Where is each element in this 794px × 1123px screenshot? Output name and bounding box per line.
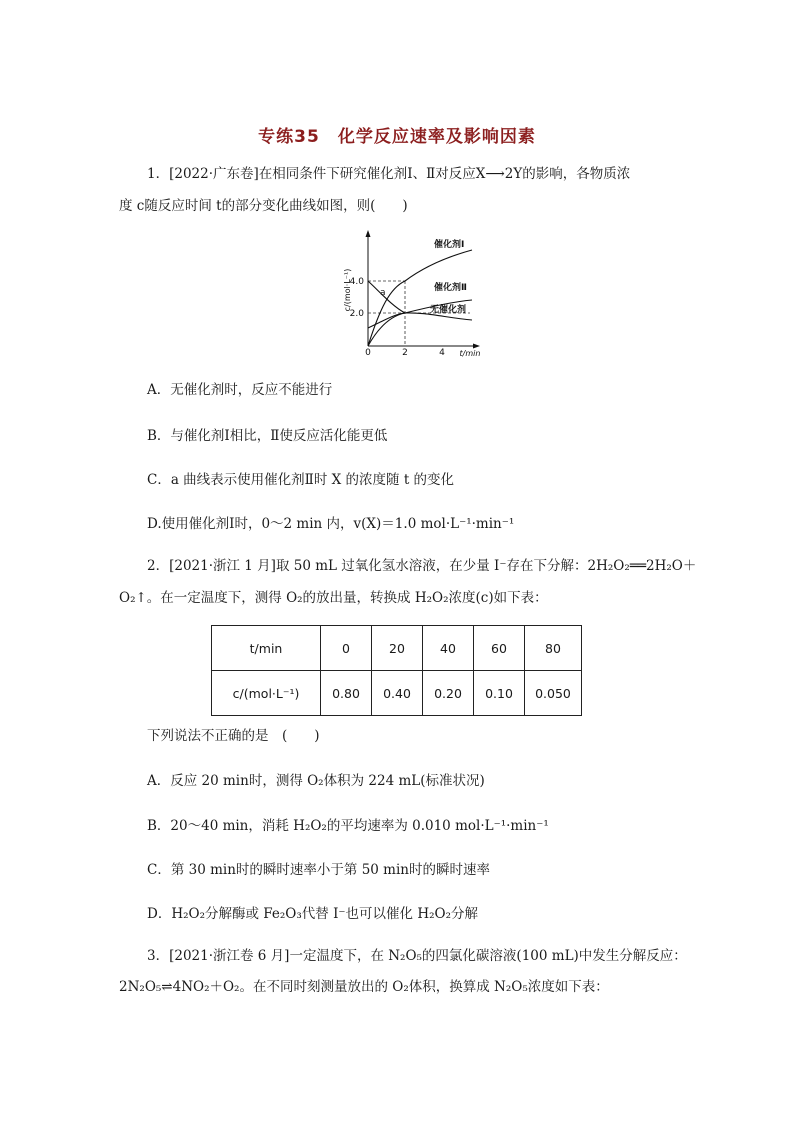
table-cell: 0.80 xyxy=(321,671,372,716)
table-cell: 0.050 xyxy=(525,671,582,716)
table-cell: 20 xyxy=(372,626,423,671)
tick-y-2: 2.0 xyxy=(349,309,364,319)
q1-option-a: A．无催化剂时，反应不能进行 xyxy=(147,382,333,398)
q2-prompt: 下列说法不正确的是 ( ) xyxy=(147,728,320,744)
table-header-time: t/min xyxy=(212,626,321,671)
table-row xyxy=(212,626,582,671)
q1-option-d: D.使用催化剂Ⅰ时，0～2 min 内，v(X)＝1.0 mol·L⁻¹·min⁻¹ xyxy=(147,516,515,532)
table-cell: 0.20 xyxy=(423,671,474,716)
x-axis-arrow xyxy=(473,344,480,349)
tick-x-0: 0 xyxy=(365,348,371,358)
table-cell: 0.40 xyxy=(372,671,423,716)
table-row xyxy=(212,671,582,716)
q2-stem-line2: O₂↑。在一定温度下，测得 O₂的放出量，转换成 H₂O₂浓度(c)如下表： xyxy=(119,590,548,606)
label-catalyst-1: 催化剂Ⅰ xyxy=(434,240,465,250)
q1-option-c: C．a 曲线表示使用催化剂Ⅱ时 X 的浓度随 t 的变化 xyxy=(147,472,455,488)
q1-option-b: B．与催化剂Ⅰ相比，Ⅱ使反应活化能更低 xyxy=(147,428,388,444)
q2-option-c: C．第 30 min时的瞬时速率小于第 50 min时的瞬时速率 xyxy=(147,862,490,878)
curve-a xyxy=(368,281,405,313)
table-cell: 40 xyxy=(423,626,474,671)
q2-option-a: A．反应 20 min时，测得 O₂体积为 224 mL(标准状况) xyxy=(147,773,485,789)
q2-data-table xyxy=(211,625,582,716)
q1-stem-line2: 度 c随反应时间 t的部分变化曲线如图，则( ) xyxy=(119,198,408,214)
label-a: a xyxy=(380,288,386,298)
tick-y-4: 4.0 xyxy=(349,277,364,287)
curve-catalyst-1 xyxy=(368,250,472,346)
y-axis-label: c/(mol·L⁻¹) xyxy=(343,268,352,312)
q2-option-d: D．H₂O₂分解酶或 Fe₂O₃代替 I⁻也可以催化 H₂O₂分解 xyxy=(147,906,478,922)
page-title: 专练35 化学反应速率及影响因素 xyxy=(258,127,536,147)
label-no-catalyst: 无催化剂 xyxy=(430,305,467,315)
table-header-conc: c/(mol·L⁻¹) xyxy=(212,671,321,716)
x-axis-label: t/min xyxy=(459,349,481,358)
table-cell: 0 xyxy=(321,626,372,671)
label-catalyst-2: 催化剂Ⅱ xyxy=(434,283,467,293)
q3-stem-line1: 3．[2021·浙江卷 6 月]一定温度下，在 N₂O₅的四氯化碳溶液(100 mL)中发生分解反应： xyxy=(147,948,687,964)
table-cell: 0.10 xyxy=(474,671,525,716)
table-cell: 80 xyxy=(525,626,582,671)
tick-x-2: 2 xyxy=(402,348,408,358)
curve-no-catalyst xyxy=(368,313,472,328)
q2-option-b: B．20～40 min，消耗 H₂O₂的平均速率为 0.010 mol·L⁻¹·min⁻¹ xyxy=(147,818,549,834)
table-cell: 60 xyxy=(474,626,525,671)
q1-chart xyxy=(330,228,490,360)
q3-stem-line2: 2N₂O₅⇌4NO₂＋O₂。在不同时刻测量放出的 O₂体积，换算成 N₂O₅浓度如下表： xyxy=(119,979,609,995)
tick-x-4: 4 xyxy=(439,348,445,358)
y-axis-arrow xyxy=(366,230,371,237)
q2-stem-line1: 2．[2021·浙江 1 月]取 50 mL 过氧化氢水溶液，在少量 I⁻存在下分解：2H₂O₂══2H₂O＋ xyxy=(147,558,697,574)
q1-stem-line1: 1．[2022·广东卷]在相同条件下研究催化剂Ⅰ、Ⅱ对反应X⟶2Y的影响，各物质浓 xyxy=(147,166,631,182)
